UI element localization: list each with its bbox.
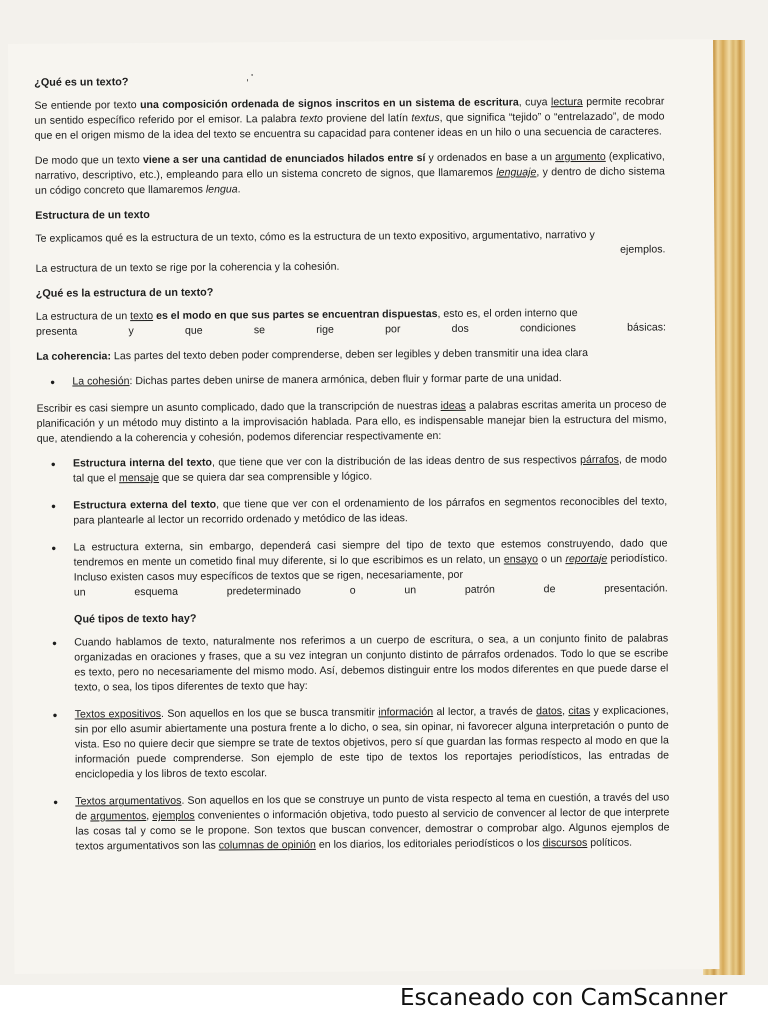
link-ensayo[interactable]: ensayo [503,553,539,566]
pen-mark: , ' [246,72,254,83]
link-datos[interactable]: datos [536,705,563,718]
list-item: • La estructura externa, sin embargo, dependerá casi siempre del tipo de texto que estemos construyendo, dado que tendremos en mente un cometido final muy diferente, si lo que escribimos es un relato, un ensayo o un reportaje periodístico. Incluso existen casos muy específicos de textos que se rigen, necesariamente, por un esquema predeterminado o un patrón de presentación. [73,536,667,600]
link-discursos[interactable]: discursos [542,836,588,850]
paragraph-coherencia: La coherencia: Las partes del texto deben poder comprenderse, deben ser legibles y deben transmitir una idea clara [36,346,589,363]
list-item: • Estructura interna del texto, que tiene que ver con la distribución de las ideas dentro de sus respectivos párrafos, de modo tal que el mensaje que se quiera dar sea comprensible y lógico. [73,452,667,486]
cohesion-list [36,370,666,389]
heading-estructura: Estructura de un texto [35,209,150,222]
tipos-list [38,631,670,854]
document-body [34,71,670,866]
paragraph-estructura-intro: Te explicamos qué es la estructura de un texto, cómo es la estructura de un texto expositivo, argumentativo, narrativo y ejemplos. La estructura de un texto se rige por la coherencia y la cohesión. [35,228,666,275]
list-item: • Textos argumentativos. Son aquellos en los que se construye un punto de vista respecto al tema en cuestión, a través del uso de argumentos, ejemplos convenientes o información objetiva, todo puesto al servicio de convencer al lector de que interprete las cosas tal y como se le propone. Son textos que buscan convencer, demostrar o comprobar algo. Algunos ejemplos de textos argumentativos son las columnas de opinión en los diarios, los editoriales periodísticos o los discursos políticos. [75,790,669,854]
link-ideas[interactable]: ideas [440,399,466,412]
link-mensaje[interactable]: mensaje [118,471,160,485]
list-item: • La cohesión: Dichas partes deben unirse de manera armónica, deben fluir y formar parte de una unidad. [72,370,666,389]
link-texto[interactable]: texto [130,309,154,323]
link-argumentos[interactable]: argumentos [90,810,147,823]
link-lenguaje[interactable]: lenguaje [496,166,537,179]
list-item: • Estructura externa del texto, que tiene que ver con el ordenamiento de los párrafos en segmentos reconocibles del texto, para plantearle al lector un recorrido ordenado y metódico de las ideas. [73,494,667,528]
list-item: • Textos expositivos. Son aquellos en los que se busca transmitir información al lector, a través de datos, citas y explicaciones, sin por ello asumir abiertamente una postura frente a lo dicho, o sea, sin opinar, ni favorecer alguna interpretación o punto de vista. Eso no quiere decir que siempre se trate de textos objetivos, pero sí que guardan las formas respecto al modo en que la información puede comprenderse. Son ejemplo de este tipo de textos los reportajes periodísticos, las entradas de enciclopedia y los libros de texto escolar. [75,703,670,782]
heading-que-es-estructura: ¿Qué es la estructura de un texto? [35,286,214,300]
link-lectura[interactable]: lectura [550,95,583,109]
camscanner-watermark: Escaneado con CamScanner [400,985,728,1011]
heading-que-es-texto: ¿Qué es un texto? [34,76,129,89]
heading-tipos: Qué tipos de texto hay? [73,612,197,626]
paper-sheet [8,39,719,974]
paragraph-escribir: Escribir es casi siempre un asunto complicado, dado que la transcripción de nuestras ideas a palabras escritas amerita un proceso de planificación y un método muy distinto a la improvisación hablada. Para ello, es indispensable manejar bien la estructura del mismo, que, atendiendo a la coherencia y cohesión, podemos diferenciar respectivamente en: [36,398,667,445]
link-informacion[interactable]: información [378,706,434,719]
paragraph-estructura-def: La estructura de un texto es el modo en que sus partes se encuentran dispuestas, esto es, el orden interno que presenta y que se rige por dos condiciones básicas: [35,307,667,338]
list-item: • Cuando hablamos de texto, naturalmente nos referimos a un cuerpo de escritura, o sea, a un conjunto finito de palabras organizadas en oraciones y frases, que a su vez integran un conjunto distinto de párrafos ordenados. Todo lo que se escribe es texto, pero no necesariamente del mismo modo. Así, debemos distinguir entre los modos diferentes en que puede darse el texto, o sea, los tipos diferentes de texto que hay: [74,631,668,695]
link-columnas-opinion[interactable]: columnas de opinión [218,838,316,852]
link-ejemplos[interactable]: ejemplos [152,809,195,823]
link-citas[interactable]: citas [568,704,591,718]
estructura-list [37,452,668,600]
paragraph-definition: Se entiende por texto una composición ordenada de signos inscritos en un sistema de escritura, cuya lectura permite recobrar un sentido específico referido por el emisor. La palabra texto proviene del latín textus, que significa “tejido” o “entrelazado”, de modo que en el origen mismo de la idea del texto se encuentra su capacidad para contener ideas en un hilo o una secuencia de caracteres. [34,95,665,142]
paragraph-enunciados: De modo que un texto viene a ser una cantidad de enunciados hilados entre sí y ordenados en base a un argumento (explicativo, narrativo, descriptivo, etc.), empleando para ello un sistema concreto de signos, que llamaremos lenguaje, y dentro de dicho sistema un código concreto que llamaremos lengua. [34,150,665,197]
link-reportaje[interactable]: reportaje [565,552,608,566]
link-argumento[interactable]: argumento [555,150,606,164]
link-parrafos[interactable]: párrafos [580,453,619,467]
